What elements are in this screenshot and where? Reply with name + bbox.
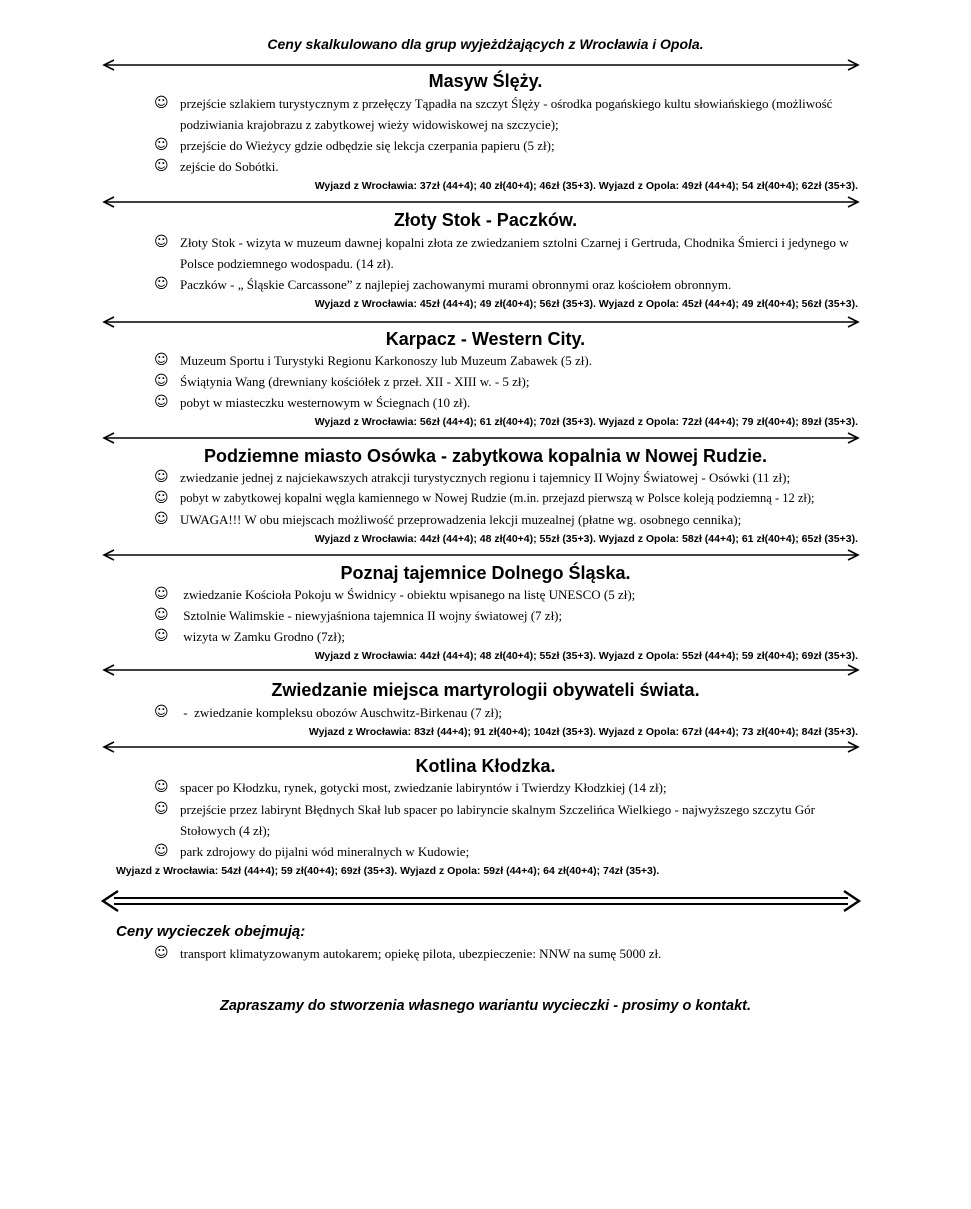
item-text: - zwiedzanie kompleksu obozów Auschwitz-Birkenau (7 zł); <box>180 705 503 720</box>
item-text: spacer po Kłodzku, rynek, gotycki most, zwiedzanie labiryntów i Twierdzy Kłodzkiej (14 zł); <box>180 780 667 795</box>
double-arrow-divider <box>100 890 862 912</box>
price-line: Wyjazd z Wrocławia: 54zł (44+4); 59 zł(40+4); 69zł (35+3). Wyjazd z Opola: 59zł (44+4); 64 zł(40+4); 74zł (35+3). <box>116 865 660 877</box>
smiley-icon: ☺ <box>154 158 169 174</box>
item-text: przejście szlakiem turystycznym z przełęczy Tąpadła na szczyt Ślęży - ośrodka pogańskiego kultu słowiańskiego (możliwość podziwiania krajobrazu z zabytkowej wieży widowiskowej na szczycie); <box>180 96 833 132</box>
smiley-icon: ☺ <box>154 137 169 153</box>
list-item <box>154 232 854 274</box>
smiley-icon: ☺ <box>154 276 169 292</box>
smiley-icon: ☺ <box>154 843 169 859</box>
section-divider-arrow <box>102 196 860 208</box>
price-line: Wyjazd z Wrocławia: 44zł (44+4); 48 zł(40+4); 55zł (35+3). Wyjazd z Opola: 55zł (44+4); 59 zł(40+4); 69zł (35+3). <box>314 650 858 662</box>
item-text: pobyt w zabytkowej kopalni węgla kamiennego w Nowej Rudzie (m.in. przejazd pierwszą w Polsce koleją podziemną - 12 zł); <box>180 491 815 505</box>
contact-footer: Zapraszamy do stworzenia własnego wariantu wycieczki - prosimy o kontakt. <box>219 998 751 1014</box>
smiley-icon: ☺ <box>154 352 169 368</box>
section-divider-arrow <box>102 664 860 676</box>
smiley-icon: ☺ <box>154 373 169 389</box>
smiley-icon: ☺ <box>154 628 169 644</box>
section-divider-arrow <box>102 549 860 561</box>
item-text: Złoty Stok - wizyta w muzeum dawnej kopalni złota ze zwiedzaniem sztolni Czarnej i Gertruda, Chodnika Śmierci i jedynego w Polsce podziemnego wodospadu. (14 zł). <box>180 235 849 271</box>
smiley-icon: ☺ <box>154 234 169 250</box>
section-divider-arrow <box>102 741 860 753</box>
smiley-icon: ☺ <box>154 945 169 961</box>
list-item <box>154 93 854 135</box>
section-divider-arrow <box>102 432 860 444</box>
section-title: Podziemne miasto Osówka - zabytkowa kopalnia w Nowej Rudzie. <box>203 446 768 466</box>
smiley-icon: ☺ <box>154 95 169 111</box>
item-text: park zdrojowy do pijalni wód mineralnych w Kudowie; <box>180 844 470 859</box>
item-text: Świątynia Wang (drewniany kościółek z przeł. XII - XIII w. - 5 zł); <box>180 374 530 389</box>
item-text: zejście do Sobótki. <box>180 159 279 174</box>
section-title: Masyw Ślęży. <box>428 71 543 91</box>
smiley-icon: ☺ <box>154 469 169 485</box>
item-text: zwiedzanie Kościoła Pokoju w Świdnicy - obiektu wpisanego na listę UNESCO (5 zł); <box>180 587 636 602</box>
smiley-icon: ☺ <box>154 704 169 720</box>
smiley-icon: ☺ <box>154 607 169 623</box>
item-text: Sztolnie Walimskie - niewyjaśniona tajemnica II wojny światowej (7 zł); <box>180 608 563 623</box>
item-text: transport klimatyzowanym autokarem; opiekę pilota, ubezpieczenie: NNW na sumę 5000 zł. <box>180 946 662 961</box>
section-title: Poznaj tajemnice Dolnego Śląska. <box>340 563 631 583</box>
item-text: wizyta w Zamku Grodno (7zł); <box>180 629 345 644</box>
smiley-icon: ☺ <box>154 394 169 410</box>
price-line: Wyjazd z Wrocławia: 37zł (44+4); 40 zł(40+4); 46zł (35+3). Wyjazd z Opola: 49zł (44+4); 54 zł(40+4); 62zł (35+3). <box>314 180 858 192</box>
price-line: Wyjazd z Wrocławia: 44zł (44+4); 48 zł(40+4); 55zł (35+3). Wyjazd z Opola: 58zł (44+4); 61 zł(40+4); 65zł (35+3). <box>314 533 858 545</box>
item-text: UWAGA!!! W obu miejscach możliwość przeprowadzenia lekcji muzealnej (płatne wg. osobnego cennika); <box>180 512 742 527</box>
item-text: przejście przez labirynt Błędnych Skał lub spacer po labiryncie skalnym Szczelińca Wielkiego - najwyższego szczytu Gór Stołowych (4 zł); <box>180 802 815 838</box>
section-divider-arrow <box>102 316 860 328</box>
section-title: Zwiedzanie miejsca martyrologii obywateli świata. <box>271 680 700 700</box>
section-title: Złoty Stok - Paczków. <box>393 210 578 230</box>
item-text: pobyt w miasteczku westernowym w Ściegnach (10 zł). <box>180 395 471 410</box>
smiley-icon: ☺ <box>154 586 169 602</box>
smiley-icon: ☺ <box>154 511 169 527</box>
item-text: zwiedzanie jednej z najciekawszych atrakcji turystycznych regionu i tajemnicy II Wojny Światowej - Osówki (11 zł); <box>180 470 791 485</box>
price-line: Wyjazd z Wrocławia: 45zł (44+4); 49 zł(40+4); 56zł (35+3). Wyjazd z Opola: 45zł (44+4); 49 zł(40+4); 56zł (35+3). <box>314 298 858 310</box>
includes-title: Ceny wycieczek obejmują: <box>116 923 306 940</box>
item-text: Paczków - „ Śląskie Carcassone” z najlepiej zachowanymi murami obronnymi oraz kościołem obronnym. <box>180 277 732 292</box>
item-text: przejście do Wieżycy gdzie odbędzie się lekcja czerpania papieru (5 zł); <box>180 138 555 153</box>
list-item <box>154 799 854 841</box>
smiley-icon: ☺ <box>154 490 169 506</box>
section-title: Karpacz - Western City. <box>385 329 586 349</box>
price-line: Wyjazd z Wrocławia: 56zł (44+4); 61 zł(40+4); 70zł (35+3). Wyjazd z Opola: 72zł (44+4); 79 zł(40+4); 89zł (35+3). <box>314 416 858 428</box>
section-title: Kotlina Kłodzka. <box>415 756 556 776</box>
price-line: Wyjazd z Wrocławia: 83zł (44+4); 91 zł(40+4); 104zł (35+3). Wyjazd z Opola: 67zł (44+4); 73 zł(40+4); 84zł (35+3). <box>308 726 858 738</box>
smiley-icon: ☺ <box>154 801 169 817</box>
item-text: Muzeum Sportu i Turystyki Regionu Karkonoszy lub Muzeum Zabawek (5 zł). <box>180 353 592 368</box>
smiley-icon: ☺ <box>154 779 169 795</box>
pricing-note-header: Ceny skalkulowano dla grup wyjeżdżających z Wrocławia i Opola. <box>267 36 704 52</box>
